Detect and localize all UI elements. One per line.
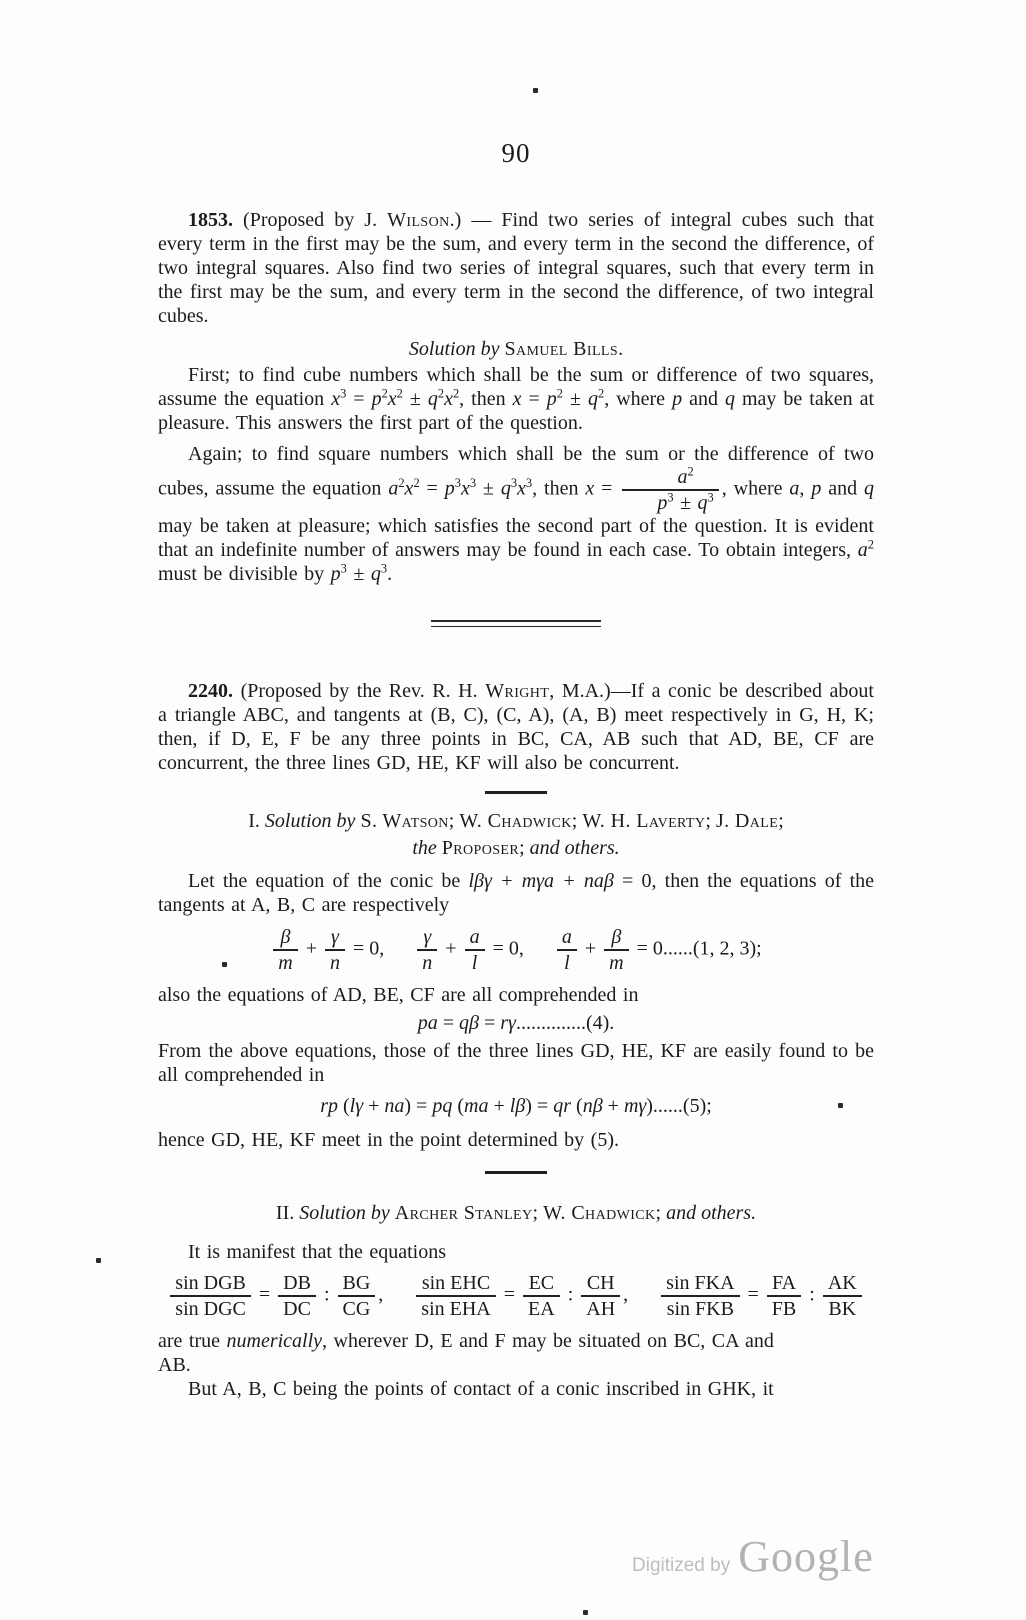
watermark-text: Digitized by [632, 1555, 731, 1576]
page-number: 90 [501, 138, 531, 168]
text-column [158, 0, 874, 1401]
scan-speck [96, 1258, 101, 1263]
equation-5: rp (lγ + na) = pq (ma + lβ) = qr (nβ + mγ)......(5); [320, 1095, 712, 1117]
scan-speck [222, 962, 227, 967]
watermark [632, 1532, 874, 1581]
solution-i-paragraph-hence: hence GD, HE, KF meet in the point determined by (5). [158, 1129, 619, 1151]
equation-4: pa = qβ = rγ..............(4). [417, 1012, 615, 1034]
solution-ii-paragraph-but: But A, B, C being the points of contact of a conic inscribed in GHK, it [188, 1378, 774, 1400]
solution-ii-intro-paragraph: It is manifest that the equations [188, 1241, 446, 1263]
problem-2240-paragraph: 2240. (Proposed by the Rev. R. H. Wright, M.A.)—If a conic be described about a triangle ABC, and tangents at (B, C), (C, A), (A, B) meet respectively in G, H, K; then, if D, E, F be any three points in BC, CA, AB such that AD, BE, CF are concurrent, the three lines GD, HE, KF will also be concurrent. [158, 680, 874, 774]
section-divider-double-rule [431, 620, 601, 627]
solution-ii-paragraph-true: are true numerically, wherever D, E and F may be situated on BC, CA and AB. [158, 1330, 774, 1376]
scan-speck [583, 1610, 588, 1615]
equation-1-2-3: $\frac{\beta}{m}$ + $\frac{\gamma}{n}$ = 0, $\frac{\gamma}{n}$ + $\frac{a}{l}$ = 0, $\frac{a}{l}$ + $\frac{\beta}{m}$ = 0......(1, 2, 3); [158, 926, 874, 974]
solution-1853-paragraph-again: Again; to find square numbers which shall be the sum or the difference of two cubes, assume the equation $a^2x^2 = p^3x^3 \pm q^3x^3$, then x = $\frac{a^2}{p^3 \pm q^3}$ , where a, p and q may be taken at pleasure; which satisfies the second part of the question. It is evident that an indefinite number of answers may be found in each case. To obtain integers, $a^2$ must be divisible by $p^3 \pm q^3$. [158, 443, 875, 585]
solution-1853-heading: Solution by Samuel Bills. [408, 338, 624, 360]
solution-i-paragraph-also: also the equations of AD, BE, CF are all comprehended in [158, 984, 639, 1006]
short-rule-2 [485, 1171, 547, 1174]
scan-speck [533, 88, 538, 93]
solution-i-paragraph-from: From the above equations, those of the three lines GD, HE, KF are easily found to be all comprehended in [158, 1040, 874, 1086]
problem-1853-paragraph: 1853. (Proposed by J. Wilson.) — Find two series of integral cubes such that every term in the first may be the sum, and every term in the second the difference, of two integral squares. Also find two series of integral squares, such that every term in the first may be the sum, and every term in the second the difference, of two integral cubes. [158, 209, 875, 327]
solution-ii-heading: II. Solution by Archer Stanley; W. Chadwick; and others. [275, 1202, 757, 1224]
google-logo: Google [738, 1532, 874, 1581]
scan-speck [838, 1103, 843, 1108]
equation-sin-ratios: $\frac{\text{sin DGB}}{\text{sin DGC}}$ = $\frac{DB}{DC}$ : $\frac{BG}{CG}$ , $\frac{\text{sin EHC}}{\text{sin EHA}}$ = $\frac{EC}{EA}$ : $\frac{CH}{AH}$ , $\frac{\text{sin FKA}}{\text{sin FKB}}$ = $\frac{FA}{FB}$ : $\frac{AK}{BK}$ [158, 1272, 874, 1320]
solution-1853-paragraph-first: First; to find cube numbers which shall be the sum or difference of two squares, assume the equation $x^3 = p^2x^2 \pm q^2x^2$, then $x = p^2 \pm q^2$, where p and q may be taken at pleasure. This answers the first part of the question. [158, 364, 875, 434]
short-rule-1 [485, 791, 547, 794]
solution-i-heading: I. Solution by S. Watson; W. Chadwick; W. H. Laverty; J. Dale; the Proposer; and others. [248, 810, 784, 859]
solution-i-intro-paragraph: Let the equation of the conic be lβγ + mγa + naβ = 0, then the equations of the tangents at A, B, C are respectively [158, 870, 875, 916]
